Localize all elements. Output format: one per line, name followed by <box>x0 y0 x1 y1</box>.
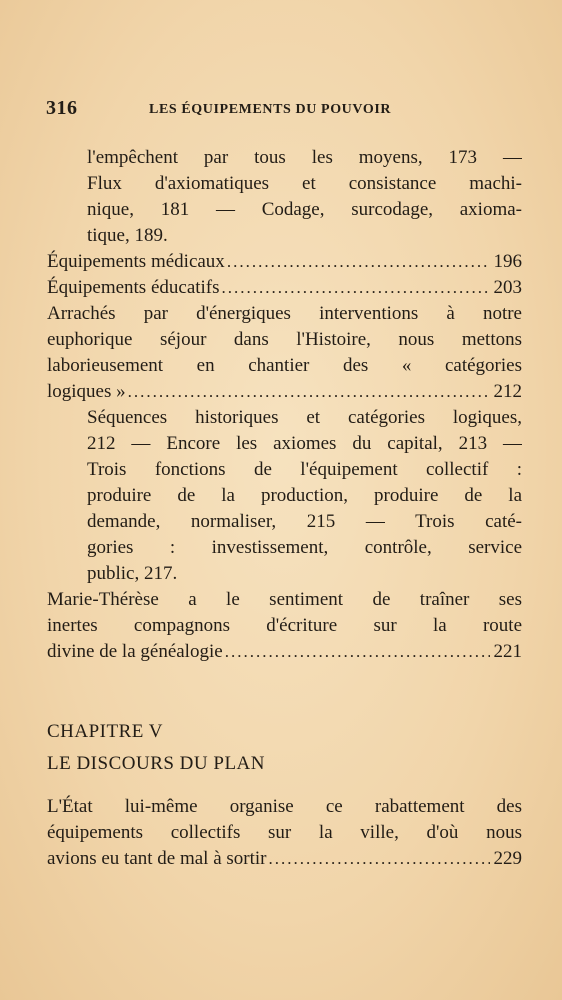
toc-page-number: 221 <box>493 641 522 662</box>
toc-entry-text: Équipements éducatifs <box>47 277 220 298</box>
dot-leader <box>269 846 490 872</box>
toc-entry-text: avions eu tant de mal à sortir <box>47 848 267 869</box>
toc-page-number: 212 <box>493 381 522 402</box>
toc-entry-arraches-last <box>47 379 522 405</box>
toc-subentry-line: produire de la production, produire de la <box>87 485 522 506</box>
toc-entry-line: équipements collectifs sur la ville, d'où nous <box>47 822 522 843</box>
toc-page-number: 229 <box>493 848 522 869</box>
toc-entry-text: logiques » <box>47 381 126 402</box>
toc-page-number: 203 <box>493 277 522 298</box>
toc-entry-line: laborieusement en chantier des « catégories <box>47 355 522 376</box>
dot-leader <box>128 379 490 405</box>
toc-subentry-line: nique, 181 — Codage, surcodage, axioma- <box>87 199 522 220</box>
dot-leader <box>225 639 490 665</box>
toc-entry-line: Arrachés par d'énergiques interventions à notre <box>47 303 522 324</box>
toc-subentry-line: demande, normaliser, 215 — Trois caté- <box>87 511 522 532</box>
toc-page-number: 196 <box>493 251 522 272</box>
toc-subentry-line: Flux d'axiomatiques et consistance machi- <box>87 173 522 194</box>
chapter-title: LE DISCOURS DU PLAN <box>47 753 265 774</box>
toc-entry-etat-last <box>47 846 522 872</box>
page-number: 316 <box>46 97 78 119</box>
toc-entry-line: euphorique séjour dans l'Histoire, nous mettons <box>47 329 522 350</box>
toc-entry-text: Équipements médicaux <box>47 251 225 272</box>
toc-subentry-line: l'empêchent par tous les moyens, 173 — <box>87 147 522 168</box>
toc-subentry-line: Séquences historiques et catégories logiques, <box>87 407 522 428</box>
toc-subentry-line: public, 217. <box>87 563 178 584</box>
table-of-contents <box>47 145 522 872</box>
running-title: LES ÉQUIPEMENTS DU POUVOIR <box>149 102 392 117</box>
dot-leader <box>222 275 490 301</box>
toc-entry-line: L'État lui-même organise ce rabattement des <box>47 796 522 817</box>
toc-entry-educatifs <box>47 275 522 301</box>
toc-subentry-line: Trois fonctions de l'équipement collectif : <box>87 459 522 480</box>
toc-entry-line: Marie-Thérèse a le sentiment de traîner ses <box>47 589 522 610</box>
running-header <box>46 97 522 125</box>
spacer <box>47 665 522 716</box>
chapter-number: CHAPITRE V <box>47 721 164 742</box>
toc-subentry-line: tique, 189. <box>87 225 168 246</box>
toc-entry-medicaux <box>47 249 522 275</box>
toc-entry-line: inertes compagnons d'écriture sur la route <box>47 615 522 636</box>
toc-entry-marie-last <box>47 639 522 665</box>
dot-leader <box>227 249 490 275</box>
toc-subentry-line: gories : investissement, contrôle, service <box>87 537 522 558</box>
toc-entry-text: divine de la généalogie <box>47 641 223 662</box>
spacer <box>47 780 522 794</box>
toc-subentry-line: 212 — Encore les axiomes du capital, 213 — <box>87 433 522 454</box>
